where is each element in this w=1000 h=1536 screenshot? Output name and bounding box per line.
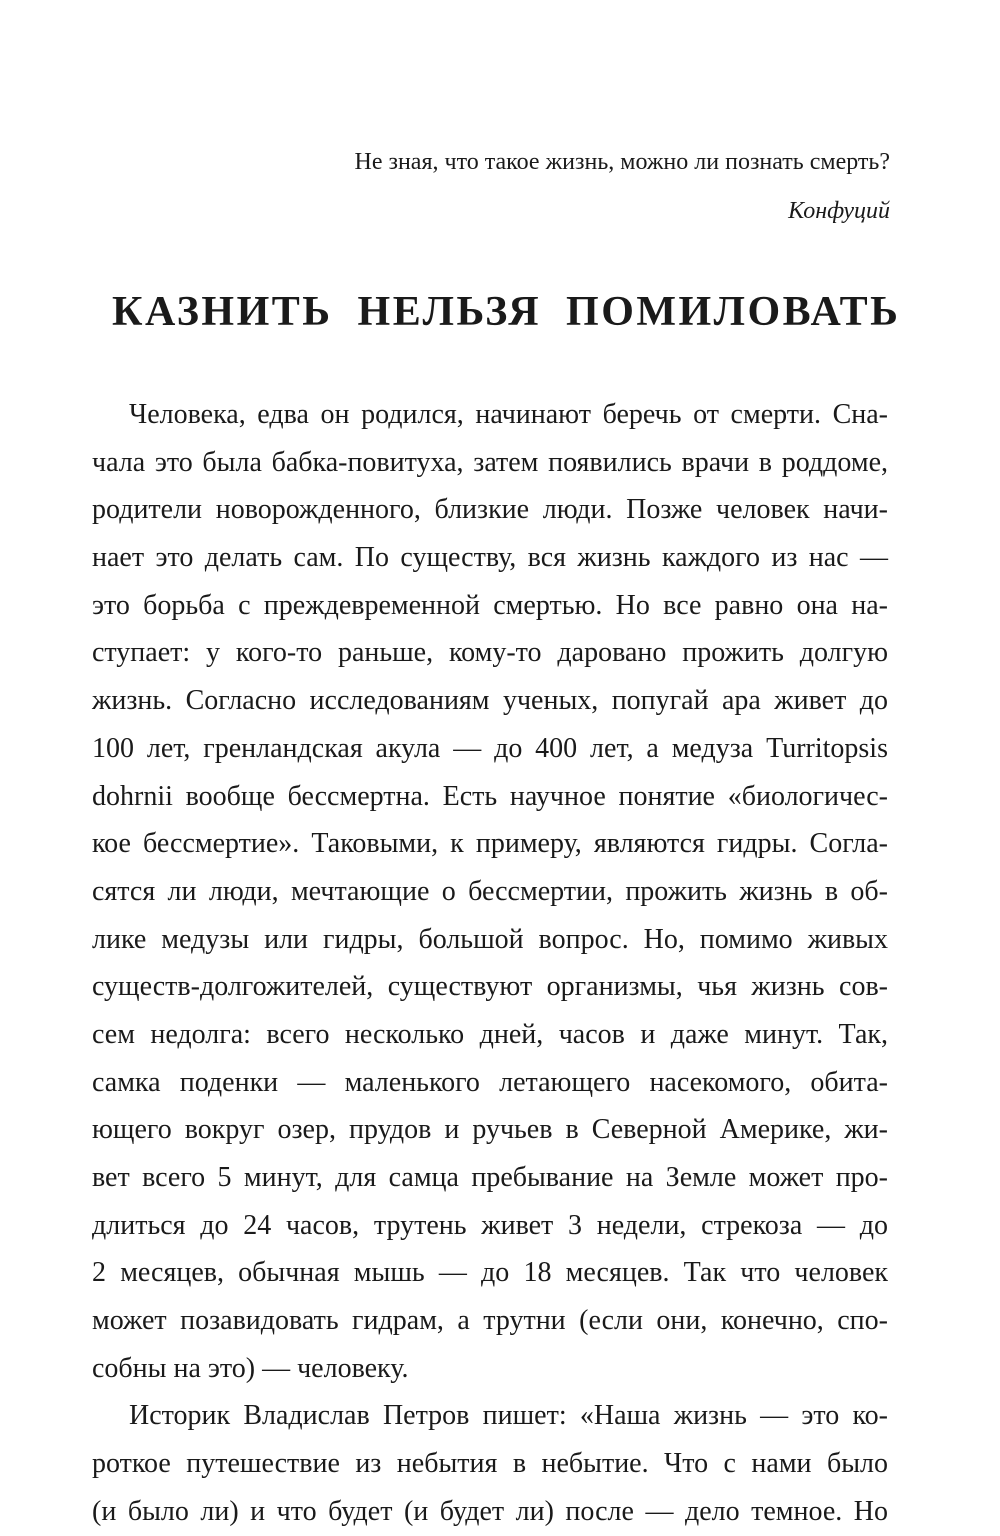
text-line: длиться до 24 часов, трутень живет 3 недели, стрекоза — до [92,1209,888,1241]
text-line: собны на это) — человеку. [92,1352,409,1384]
text-line: Человека, едва он родился, начинают беречь от смерти. Сна- [129,399,888,430]
text-line: вет всего 5 минут, для самца пребывание на Земле может про- [92,1162,888,1193]
text-line: Историк Владислав Петров пишет: «Наша жизнь — это ко- [129,1400,888,1432]
text-line: чала это была бабка-повитуха, затем появились врачи в роддоме, [92,446,888,478]
text-line: dohrnii вообще бессмертна. Есть научное понятие «биологичес- [92,780,888,812]
text-line: роткое путешествие из небытия в небытие. Что с нами было [92,1448,888,1480]
text-line: сем недолга: всего несколько дней, часов и даже минут. Так, [92,1018,888,1050]
text-line: 100 лет, гренландская акула — до 400 лет, а медуза Turritopsis [92,732,888,764]
text-line: сятся ли люди, мечтающие о бессмертии, прожить жизнь в об- [92,875,888,907]
text-line: ющего вокруг озер, прудов и ручьев в Северной Америке, жи- [92,1114,888,1146]
text-line: существ-долгожителей, существуют организмы, чья жизнь сов- [92,971,888,1003]
text-line: самка поденки — маленького летающего насекомого, обита- [92,1066,888,1098]
epigraph [190,138,890,236]
text-line: (и было ли) и что будет (и будет ли) после — дело темное. Но [92,1495,888,1527]
epigraph-quote: Не зная, что такое жизнь, можно ли познать смерть? [354,149,890,175]
text-line: 2 месяцев, обычная мышь — до 18 месяцев. Так что человек [92,1257,888,1289]
text-line: лике медузы или гидры, большой вопрос. Но, помимо живых [92,923,888,955]
text-line: ступает: у кого-то раньше, кому-то даровано прожить долгую [92,637,888,669]
text-line: может позавидовать гидрам, а трутни (если они, конечно, спо- [92,1305,888,1337]
epigraph-author: Конфуций [788,198,890,224]
text-line: нает это делать сам. По существу, вся жизнь каждого из нас — [92,542,888,574]
text-line: жизнь. Согласно исследованиям ученых, попугай ара живет до [92,685,888,717]
chapter-title: КАЗНИТЬ НЕЛЬЗЯ ПОМИЛОВАТЬ [112,289,901,335]
body-text [92,391,888,1536]
text-line: это борьба с преждевременной смертью. Но все равно она на- [92,589,888,621]
text-line: кое бессмертие». Таковыми, к примеру, являются гидры. Согла- [92,828,888,860]
text-line: родители новорожденного, близкие люди. Позже человек начи- [92,494,888,526]
